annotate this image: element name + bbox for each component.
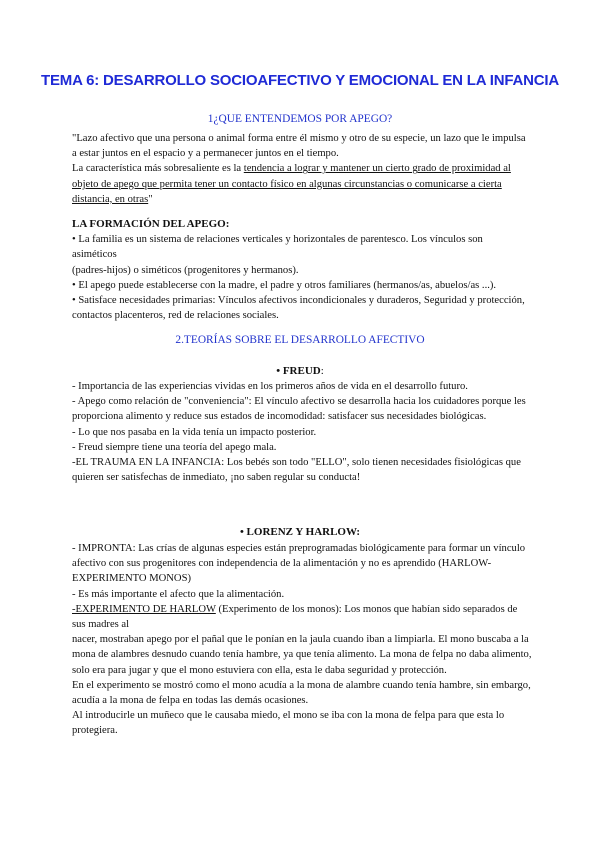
lorenz-line-5: En el experimento se mostró como el mono acudía a la mona de alambre cuando tenía hambre, sin embargo, acudía a la mona de felpa en todas las demás ocasiones.	[72, 679, 531, 707]
section-2-heading: 2.TEORÍAS SOBRE EL DESARROLLO AFECTIVO	[175, 334, 425, 346]
freud-line-1: - Importancia de las experiencias vividas en los primeros años de vida en el desarrollo futuro.	[72, 381, 468, 392]
freud-heading: • FREUD	[276, 365, 321, 377]
characteristic-suffix: "	[148, 193, 153, 205]
freud-heading-colon: :	[320, 365, 324, 377]
formacion-bullet-1-cont: (padres-hijos) o siméticos (progenitores y hermanos).	[72, 264, 299, 276]
formacion-section	[72, 217, 532, 323]
freud-line-5: -EL TRAUMA EN LA INFANCIA: Los bebés son todo "ELLO", solo tienen necesidades fisiológicas que quieren ser satisfechas de inmediato, ¡no saben regular su conducta!	[72, 457, 521, 484]
document-title: TEMA 6: DESARROLLO SOCIOAFECTIVO Y EMOCIONAL EN LA INFANCIA	[41, 72, 559, 89]
harlow-experiment-text: (Experimento de los monos): Los monos que habían sido separados de sus madres al	[72, 603, 518, 631]
lorenz-harlow-heading: • LORENZ Y HARLOW:	[239, 526, 361, 538]
lorenz-line-4: nacer, mostraban apego por el pañal que le ponían en la jaula cuando iban a limpiarla. El mono buscaba a la mona de alambres desnudo cuando tenía hambre, ya que tenía alimento. La mona de felpa no daba alimento, solo era para jugar y que el mono estuviera con ella, esta le daba seguridad y protección.	[72, 634, 532, 676]
formacion-bullet-2: • El apego puede establecerse con la madre, el padre y otros familiares (hermanos/as, abuelos/as ...).	[72, 279, 497, 291]
freud-section	[72, 379, 532, 485]
apego-characteristic	[72, 161, 532, 207]
formacion-heading: LA FORMACIÓN DEL APEGO:	[72, 218, 230, 230]
lorenz-harlow-section	[72, 541, 532, 739]
harlow-experiment-label: -EXPERIMENTO DE HARLOW	[72, 603, 216, 615]
lorenz-line-6: Al introducirle un muñeco que le causaba miedo, el mono se iba con la mona de felpa para que esta lo protegiera.	[72, 710, 505, 737]
formacion-bullet-3: • Satisface necesidades primarias: Vínculos afectivos incondicionales y duraderos, Seguridad y protección, contactos placenteros, red de relaciones sociales.	[72, 295, 525, 322]
section-1-body	[72, 131, 532, 207]
characteristic-prefix: La característica más sobresaliente es la	[72, 163, 244, 175]
formacion-bullet-1: • La familia es un sistema de relaciones verticales y horizontales de parentesco. Los vínculos son asiméticos	[72, 234, 483, 261]
apego-definition: "Lazo afectivo que una persona o animal forma entre él mismo y otro de su especie, un lazo que le impulsa a estar juntos en el espacio y a permanecer juntos en el tiempo.	[72, 133, 526, 160]
lorenz-line-1: - IMPRONTA: Las crías de algunas especies están preprogramadas biológicamente para formar un vínculo afectivo con sus progenitores con independencia de la alimentación y no es aprendido (HARLOW-EXPERIMENTO MONOS)	[72, 543, 526, 585]
freud-line-2: - Apego como relación de "conveniencia": El vínculo afectivo se desarrolla hacia los cuidadores porque les proporciona alimento y reduce sus estados de incomodidad: satisfacer sus necesidades biológicas.	[72, 396, 526, 423]
lorenz-line-3	[72, 602, 532, 632]
freud-line-3: - Lo que nos pasaba en la vida tenía un impacto posterior.	[72, 426, 317, 438]
freud-heading-row	[0, 365, 600, 377]
section-1-heading: 1¿QUE ENTENDEMOS POR APEGO?	[207, 113, 393, 125]
lorenz-line-2: - Es más importante el afecto que la alimentación.	[72, 588, 285, 600]
characteristic-underlined: tendencia a lograr y mantener un cierto grado de proximidad al objeto de apego que permita tener un contacto físico en algunas circunstancias o comunicarse a cierta distancia, en otras	[72, 163, 511, 205]
freud-line-4: - Freud siempre tiene una teoría del apego mala.	[72, 441, 277, 453]
